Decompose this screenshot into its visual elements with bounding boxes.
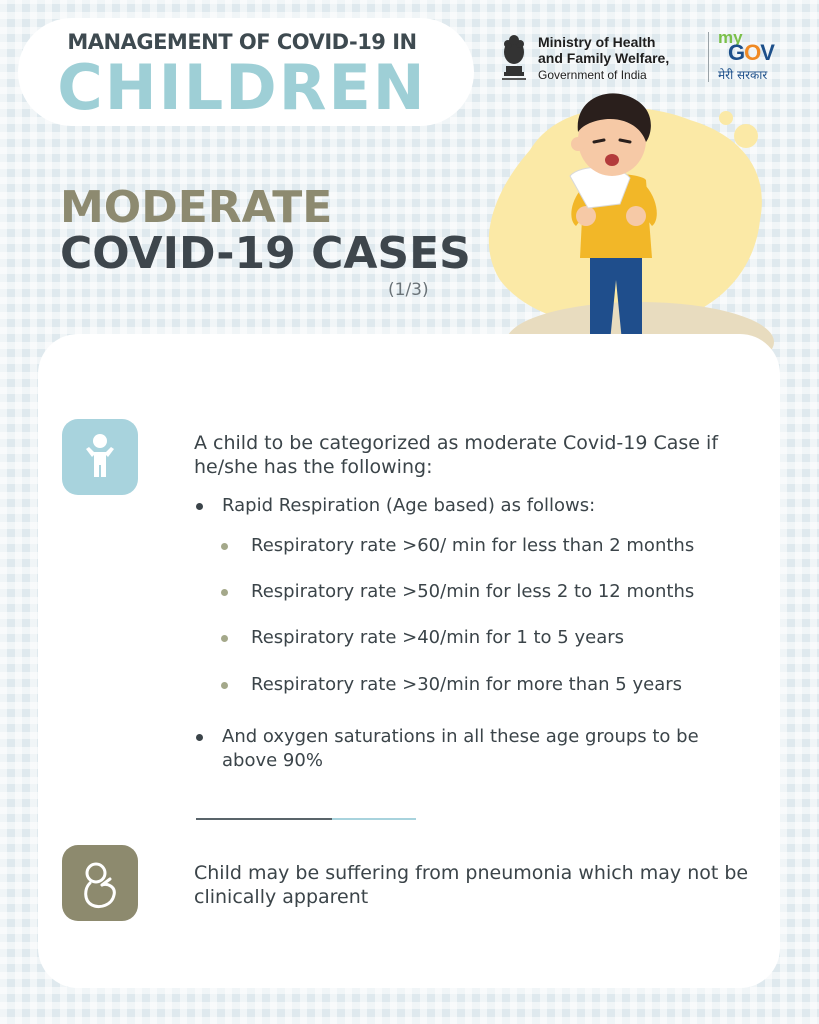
mygov-g: G bbox=[728, 40, 745, 65]
respiratory-rate-item: Respiratory rate >30/min for more than 5 years bbox=[251, 673, 751, 697]
bullet-respiration: Rapid Respiration (Age based) as follows: bbox=[222, 494, 752, 518]
mygov-gov bbox=[728, 40, 774, 66]
pneumonia-note: Child may be suffering from pneumonia which may not be clinically apparent bbox=[194, 862, 749, 908]
infant-icon bbox=[62, 845, 138, 921]
logo-divider bbox=[708, 32, 709, 82]
mygov-my: my bbox=[718, 28, 743, 47]
mygov-tagline: मेरी सरकार bbox=[718, 68, 768, 82]
respiratory-rate-item: Respiratory rate >60/ min for less than 2 months bbox=[251, 534, 751, 558]
page-indicator: (1/3) bbox=[388, 280, 429, 300]
state-emblem-icon bbox=[498, 32, 530, 82]
respiratory-rate-item: Respiratory rate >50/min for less 2 to 12 months bbox=[251, 580, 751, 604]
divider-light bbox=[332, 818, 416, 820]
title-top: MANAGEMENT OF COVID-19 IN bbox=[67, 30, 417, 54]
section-heading-line2: COVID-19 CASES bbox=[60, 228, 471, 279]
section-heading-line1: MODERATE bbox=[60, 182, 333, 233]
respiratory-rate-item: Respiratory rate >40/min for 1 to 5 years bbox=[251, 626, 751, 650]
child-icon bbox=[62, 419, 138, 495]
ministry-name-line3: Government of India bbox=[538, 68, 647, 82]
mygov-logo bbox=[716, 30, 782, 84]
bullet-oxygen: And oxygen saturations in all these age groups to be above 90% bbox=[222, 725, 752, 773]
ministry-name-line1: Ministry of Health bbox=[538, 34, 656, 50]
mygov-o: O bbox=[744, 40, 761, 65]
mygov-v: V bbox=[760, 40, 774, 65]
logo-bar bbox=[498, 30, 788, 86]
infant-icon-box bbox=[62, 845, 138, 921]
child-icon-box bbox=[62, 419, 138, 495]
divider-dark bbox=[196, 818, 332, 820]
intro-text: A child to be categorized as moderate Covid-19 Case if he/she has the following: bbox=[194, 432, 719, 478]
ministry-name-line2: and Family Welfare, bbox=[538, 50, 670, 66]
page-title: CHILDREN bbox=[57, 51, 427, 124]
